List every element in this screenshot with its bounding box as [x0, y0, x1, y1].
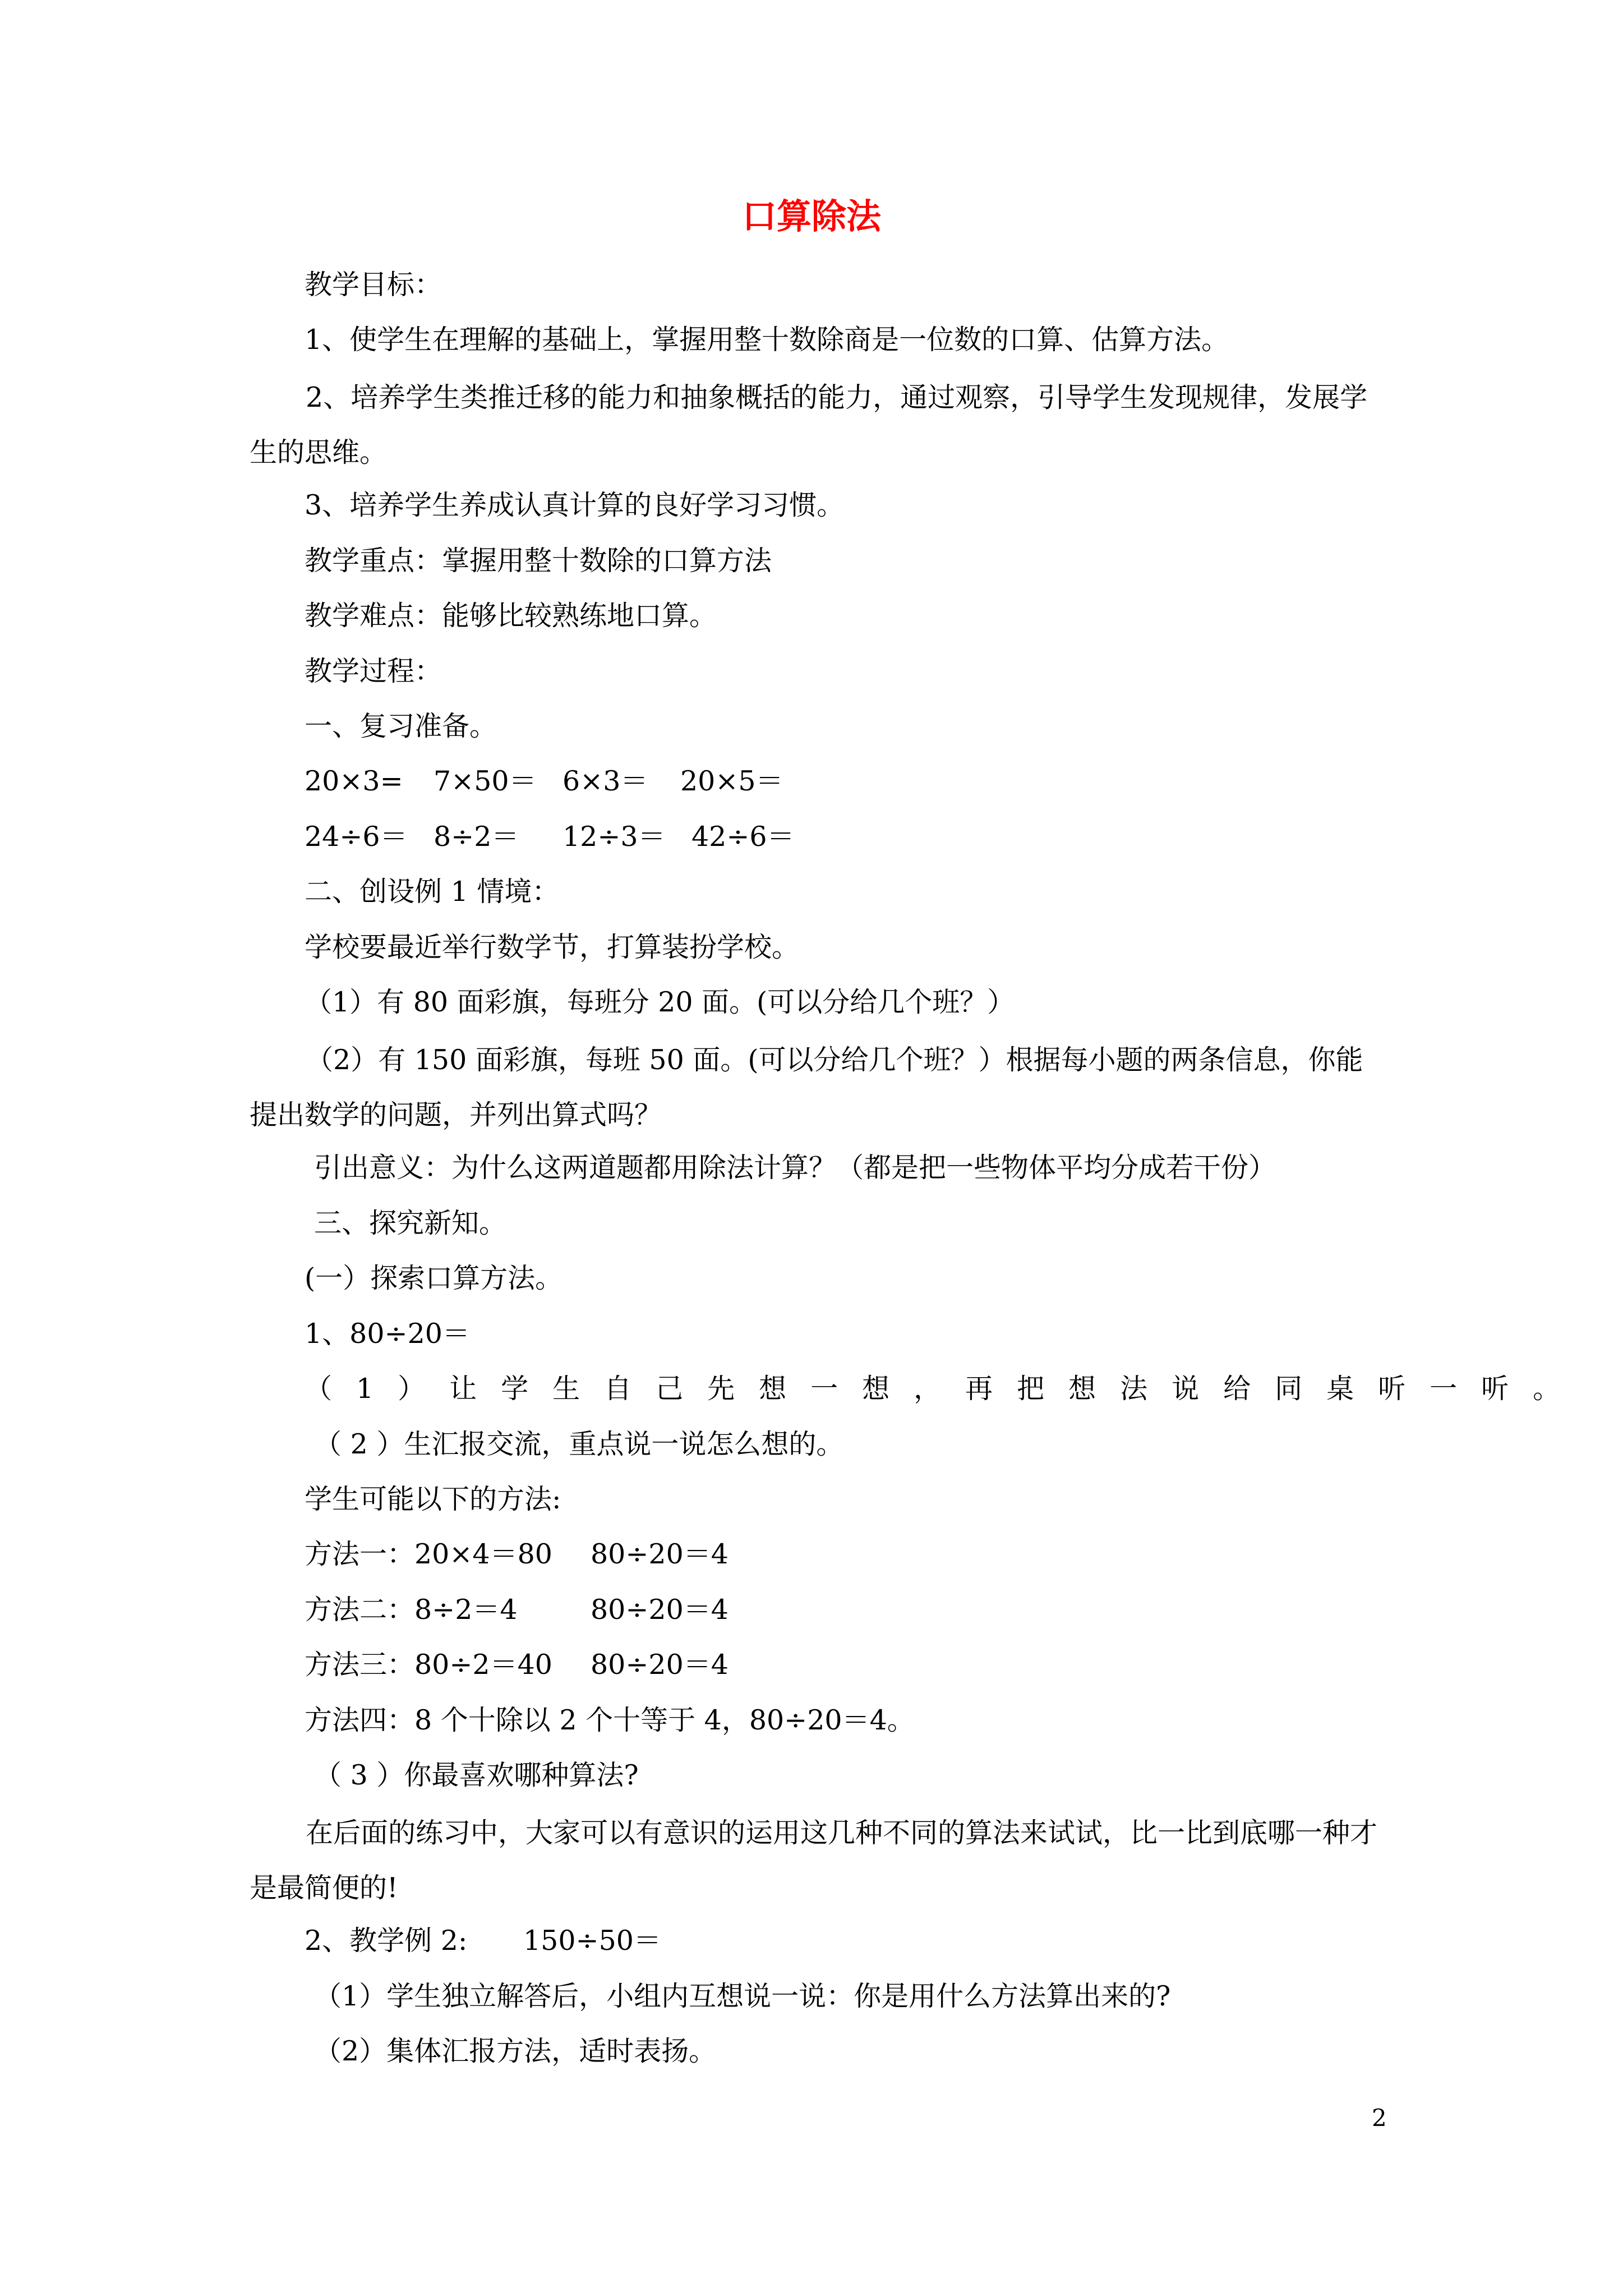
question-2 [250, 1033, 1388, 1143]
method-part: 80÷20＝4 [591, 1649, 728, 1681]
question-2-text: （2）有 150 面彩旗，每班 50 面。(可以分给几个班？）根据每小题的两条信息，你能提出数学的问题，并列出算式吗？ [250, 1044, 1363, 1131]
objective-1: 1、使学生在理解的基础上，掌握用整十数除商是一位数的口算、估算方法。 [305, 324, 1229, 356]
review-eq: 20×3= [305, 765, 403, 797]
example-2 [305, 1925, 661, 1957]
review-eq: 20×5＝ [680, 765, 783, 797]
example-1: 1、80÷20＝ [305, 1318, 470, 1350]
review-eq: 24÷6＝ [305, 821, 408, 853]
method-part: 方法三：80÷2＝40 [305, 1649, 552, 1681]
objective-2 [250, 370, 1388, 480]
document-title: 口算除法 [741, 196, 881, 237]
review-eq: 8÷2＝ [434, 821, 519, 853]
method-part: 80÷20＝4 [591, 1538, 728, 1570]
example-2-label: 2、教学例 2: [305, 1925, 468, 1957]
practice-note-text: 在后面的练习中，大家可以有意识的运用这几种不同的算法来试试，比一比到底哪一种才是最简便的! [250, 1817, 1378, 1904]
review-eq: 6×3＝ [562, 765, 648, 797]
review-eq: 7×50＝ [434, 765, 537, 797]
review-eq: 42÷6＝ [691, 821, 795, 853]
method-1 [305, 1540, 728, 1568]
review-row-1 [305, 767, 783, 795]
context-text: 学校要最近举行数学节，打算装扮学校。 [305, 931, 800, 963]
subsection-1-heading: (一）探索口算方法。 [305, 1262, 563, 1294]
teaching-difficulty: 教学难点：能够比较熟练地口算。 [305, 600, 717, 632]
meaning-text: 引出意义：为什么这两道题都用除法计算？（都是把一些物体平均分成若干份） [314, 1152, 1276, 1184]
method-3 [305, 1649, 728, 1681]
objective-2-text: 2、培养学生类推迁移的能力和抽象概括的能力，通过观察，引导学生发现规律，发展学生的思维。 [250, 381, 1368, 468]
practice-note [250, 1806, 1388, 1916]
section-2-heading: 二、创设例 1 情境： [305, 876, 560, 908]
example-2-equation: 150÷50＝ [523, 1925, 661, 1957]
method-part: 80÷20＝4 [591, 1594, 728, 1626]
method-2 [305, 1594, 728, 1626]
section-1-heading: 一、复习准备。 [305, 710, 497, 742]
example-2-step-2: （2）集体汇报方法，适时表扬。 [314, 2035, 717, 2067]
section-3-heading: 三、探究新知。 [314, 1207, 507, 1239]
step-1: （1）让学生自己先想一想，再把想法说给同桌听一听。 [305, 1373, 1585, 1405]
example-2-step-1: （1）学生独立解答后，小组内互想说一说：你是用什么方法算出来的? [314, 1980, 1171, 2012]
objectives-heading: 教学目标： [305, 269, 442, 301]
objective-3: 3、培养学生养成认真计算的良好学习习惯。 [305, 489, 845, 521]
methods-intro: 学生可能以下的方法: [305, 1483, 561, 1515]
method-part: 方法一：20×4＝80 [305, 1538, 552, 1570]
review-eq: 12÷3＝ [562, 821, 666, 853]
step-3: （ 3 ）你最喜欢哪种算法? [314, 1759, 639, 1791]
page-number: 2 [1372, 2104, 1387, 2132]
method-4: 方法四：8 个十除以 2 个十等于 4，80÷20＝4。 [305, 1704, 915, 1736]
process-heading: 教学过程： [305, 655, 442, 687]
step-2: （ 2 ）生汇报交流，重点说一说怎么想的。 [314, 1428, 844, 1460]
question-1: （1）有 80 面彩旗，每班分 20 面。(可以分给几个班？） [305, 986, 1015, 1018]
method-part: 方法二：8÷2＝4 [305, 1594, 518, 1626]
review-row-2 [305, 821, 795, 853]
teaching-focus: 教学重点：掌握用整十数除的口算方法 [305, 545, 772, 577]
